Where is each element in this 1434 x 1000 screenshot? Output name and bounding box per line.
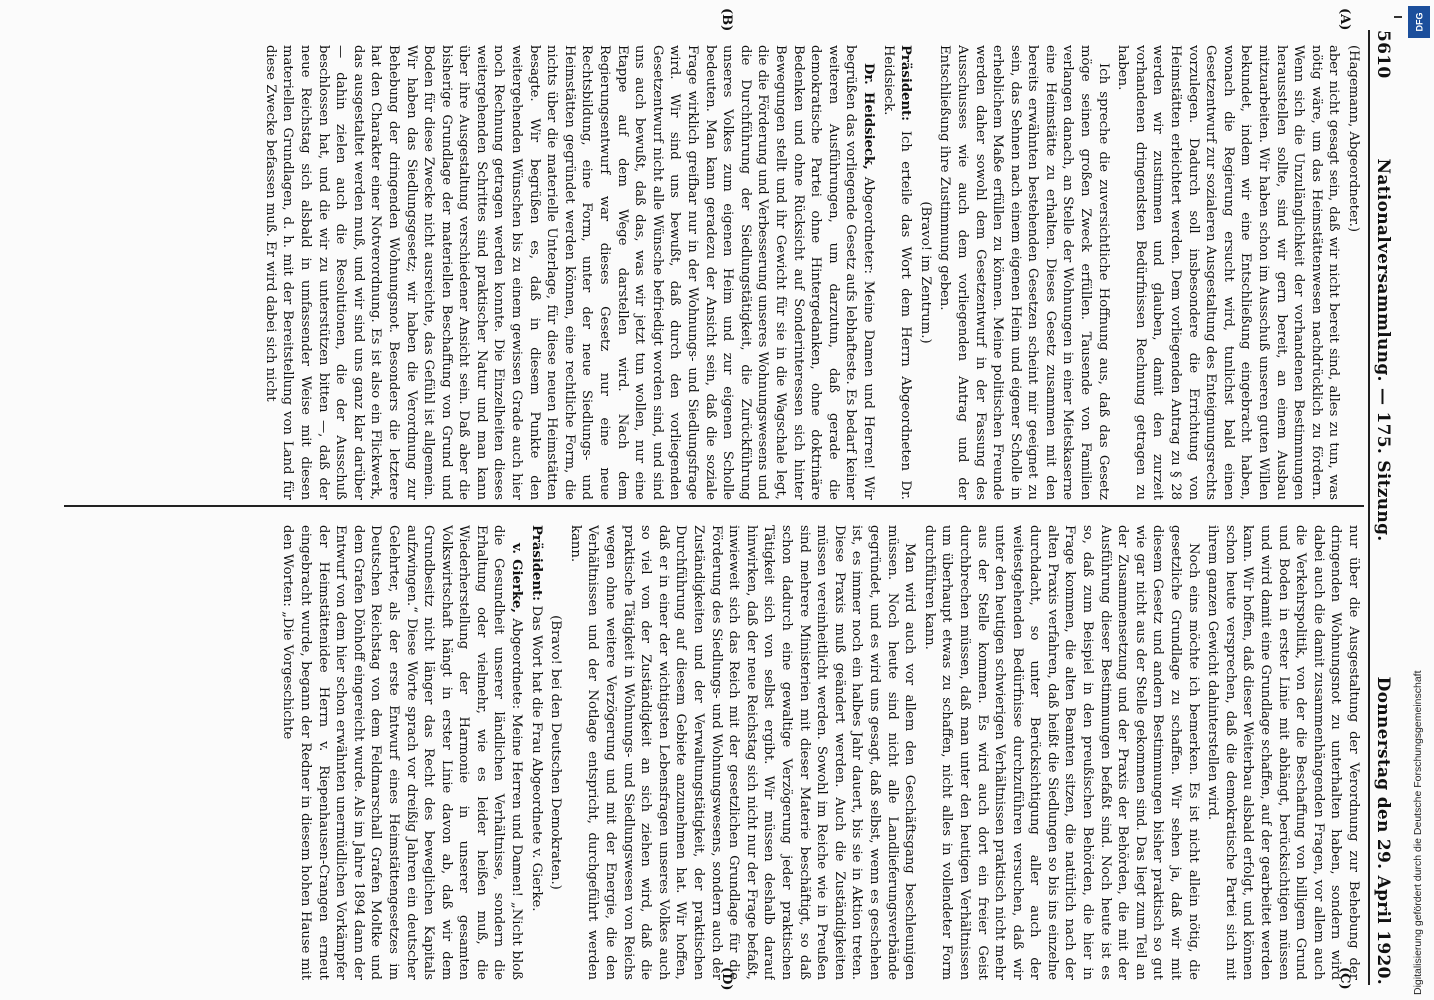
paragraph <box>1204 525 1362 980</box>
paragraph-text: (Hagemann, Abgeordneter.) <box>1346 45 1361 232</box>
speaker-name: v. Gierke, <box>509 543 525 619</box>
paragraph <box>566 525 918 980</box>
credit-text: Digitalisierung gefördert durch die Deutsche Forschungsgemeinschaft <box>1412 670 1424 995</box>
header-left <box>1370 30 1393 541</box>
margin-mark-d: (D) <box>719 967 734 991</box>
dfg-logo: DFG <box>1408 6 1430 38</box>
paragraph-text: nur über die Ausgestaltung der Verordnung zur Behebung der dringenden Wohnungsnot zu unterhalten haben, sondern wird dabei auch die damit zusammenhängenden Fragen, vor allem auch die Verkehrspolitik, von der die Beschaffung von billigem Grund und Boden in erster Linie mit abhängt, berücksichtigen müssen und wird damit eine Grundlage schaffen, auf der gearbeitet werden kann. Wir hoffen, daß dieser Weiterbau alsbald erfolgt, und können schon heute versprechen, daß die demokratische Partei sich mit ihrem ganzen Gewicht dahinterstellen wird. <box>1205 525 1361 980</box>
paragraph-text: Noch eins möchte ich bemerken. Es ist nicht allein nötig, die gesetzliche Grundlage zu schaffen. Wir sehen ja, daß wir mit diesem Gesetz und andern Bestimmungen bisher praktisch so gut wie gar nicht aus der Stelle gekommen sind. Das liegt zum Teil an der Zusammensetzung und der Praxis der Behörden, die mit der Ausführung dieser Bestimmungen befaßt sind. Noch heute ist es so, daß zum Beispiel in den preußischen Behörden, die hier in Frage kommen, die alten Beamten sitzen, die natürlich nach der alten Praxis verfahren, daß heißt die Siedlungen so bis ins einzelne durchdacht, so unter Berücksichtigung aller auch der weitestgehenden Bedürfnisse durchzuführen versuchen, daß wir unter den heutigen schwierigen Verhältnissen praktisch nicht mehr aus der Stelle kommen. Es wird auch dort ein freier Geist durchbrechen müssen, daß man unter den heutigen Verhältnissen um überhaupt etwas zu schaffen, nicht alles in vollendeter Form durchführen kann. <box>921 525 1201 980</box>
paragraph <box>879 45 914 500</box>
paragraph-text: Abgeordneter: Meine Damen und Herren! Wir begrüßen das vorliegende Gesetz aufs lebhafteste. Es bedarf keiner weiteren Ausführungen, um darzutun, daß gerade die demokratische Partei ohne Hintergedanken, ohne doktrinäre Bedenken und ohne Rücksicht auf Sonderinteressen sich hinter Bewegungen stellt und ihr Gewicht für sie in die Wagschale legt, die die Förderung und Verbesserung unseres Wohnungswesens und die Durchführung der Siedlungstätigkeit, die Zurückführung unseres Volkes zum eigenen Heim und zur eigenen Scholle bedeuten. Man kann geradezu der Ansicht sein, daß die soziale Frage wirklich greifbar nur in der Wohnungs- und Siedlungsfrage wird. Wir sind uns bewußt, daß durch den vorliegenden Gesetzentwurf nicht alle Wünsche befriedigt worden sind, und sind uns auch bewußt, daß das, was wir jetzt tun wollen, nur eine Etappe auf dem Wege darstellen wird. Nach dem Regierungsentwurf war dieses Gesetz nur eine neue Rechtsbildung, eine Form, unter der neue Siedlungs- und Heimstätten gegründet werden können, eine rechtliche Form, die nichts über die materielle Unterlage, für diese neuen Heimstätten besagte. Wir begrüßen es, daß in diesem Punkte den weitergehenden Wünschen bis zu einem gewissen Grade auch hier noch Rechnung getragen werden konnte. Die Einzelheiten dieses weitergehenden Schrittes sind praktischer Natur und man kann über ihre Ausgestaltung verschiedener Ansicht sein. Daß aber die bisherige Grundlage der materiellen Beschaffung von Grund und Boden für diese Zwecke nicht ausreichte, das Gefühl ist allgemein. Wir haben das Siedlungsgesetz; wir haben die Verordnung zur Behebung der dringenden Wohnungsnot. Besonders die letztere hat den Charakter einer Notverordnung. Es ist also ein Flickwerk, das ausgestaltet werden muß, und wir sind uns ganz klar darüber — dahin zielen auch die Resolutionen, die der Ausschuß beschlossen hat, und die wir zu unterstützen bitten —, daß der neue Reichstag sich alsbald in umfassender Weise mit diesen materiellen Grundlagen, d. h. mit der Bereitstellung von Land für diese Zwecke befassen muß. Er wird dabei sich nicht <box>262 45 876 500</box>
paragraph-text: Ich erteile das Wort dem Herrn Abgeordneten Dr. Heidsieck. <box>880 45 914 500</box>
paragraph <box>1344 45 1362 500</box>
paragraph <box>527 525 545 980</box>
speaker-name: Dr. Heidsieck, <box>860 63 876 177</box>
paragraph-text: Das Wort hat die Frau Abgeordnete v. Gierke. <box>528 605 544 912</box>
digitization-credit <box>1400 0 1430 1000</box>
paragraph-text: (Bravo! bei den Deutschen Demokraten.) <box>548 615 564 890</box>
margin-mark-a: (A) <box>1337 8 1352 31</box>
paragraph-text: aber nicht gesagt sein, daß wir nicht bereit sind, alles zu tun, was nötig wäre, um das Heimstättenwesen nachdrücklich zu fördern. Wenn sich die Unzulänglichkeit der vorhandenen Bestimmungen herausstellen sollte, sind wir gern bereit, an einem Ausbau mitzuarbeiten. Wir haben schon im Ausschuß unseren guten Willen bekundet, indem wir eine Entschließung eingebracht haben, wonach die Regierung ersucht wird, tunlichst bald einen Gesetzentwurf zur sozialeren Ausgestaltung des Enteignungsrechts vorzulegen. Dadurch soll insbesondere die Errichtung von Heimstätten erleichtert werden. Dem vorliegenden Antrag zu § 28 werden wir zustimmen und glauben, damit den zurzeit vorhandenen dringendsten Bedürfnissen Rechnung getragen zu haben. <box>1115 45 1342 500</box>
speaker-name: Präsident: <box>528 525 544 606</box>
speaker-name: Präsident: <box>898 45 914 131</box>
paragraph-text: Man wird auch vor allem den Geschäftsgang beschleunigen müssen. Noch heute sind nicht alle Landlieferungsverbände gegründet, und es wird uns gesagt, daß selbst, wenn es geschehen ist, es immer noch ein halbes Jahr dauert, bis sie in Aktion treten. Diese Praxis muß geändert werden. Auch die Zuständigkeiten müssen vereinheitlicht werden. Sowohl im Reiche wie in Preußen sind mehrere Ministerien mit dieser Materie beschäftigt, so daß schon dadurch eine gewaltige Verzögerung jeder praktischen Tätigkeit sich von selbst ergibt. Wir müssen deshalb darauf hinwirken, daß der neue Reichstag sich nicht nur der Frage befaßt, inwieweit sich das Reich mit der gesetzlichen Grundlage für die Förderung des Siedlungs- und Wohnungswesens, sondern auch der Zuständigkeiten und der Verwaltungstätigkeit, der praktischen Durchführung auf diesem Gebiete anzunehmen hat. Wir hoffen, daß er in einer der wichtigsten Lebensfragen unseres Volkes auch so viel von der Zuständigkeit an sich ziehen wird, daß die praktische Tätigkeit in Wohnungs- und Siedlungswesen von Reichs wegen ohne weitere Verzögerung und mit der Energie, die den Verhältnissen und der Notlage entspricht, durchgeführt werden kann. <box>567 525 918 980</box>
page-content <box>54 0 1434 1000</box>
assembly-title: Nationalversammlung. — 175. Sitzung. <box>1373 158 1393 542</box>
paragraph <box>916 45 934 500</box>
paragraph <box>547 525 565 980</box>
paragraph-text: (Bravo! im Zentrum.) <box>917 201 933 344</box>
paragraph-text: Abgeordnete: Meine Herren und Damen! „Nicht bloß die Gesundheit unserer ländlichen Verhältnisse, sondern die Erhaltung oder vielmehr, wie es leider heißen muß, die Wiederherstellung der Harmonie in unserer gesamten Volkswirtschaft hängt in erster Linie davon ab, daß wir dem Grundbesitz nicht länger das Recht des beweglichen Kapitals aufzwingen.“ Diese Worte sprach vor dreißig Jahren ein deutscher Gelehrter, als der erste Entwurf eines Heimstättengesetzes im Deutschen Reichstag von dem Feldmarschall Grafen Moltke und dem Grafen Dönhoff eingereicht wurde. Als im Jahre 1894 dann der Entwurf von dem hier schon erwähnten unermüdlichen Vorkämpfer der Heimstättenidee Herrn v. Riepenhausen-Crangen erneut eingebracht wurde, begann der Redner in diesem hohen Hause mit den Worten: „Die Vorgeschichte <box>280 525 525 980</box>
paragraph <box>261 45 877 500</box>
paragraph-text: Ich spreche die zuversichtliche Hoffnung aus, daß das Gesetz möge seinen großen Zweck erfüllen. Tausende von Familien verlangen danach, an Stelle der Wohnungen in einer Mietskaserne eine Heimstätte zu erhalten. Dieses Gesetz zusammen mit den bereits erwähnten bestehenden Gesetzen scheint mir geeignet zu sein, das Sehnen nach einem eigenen Heim und eigener Scholle in erheblichem Maße erfüllen zu können. Meine politischen Freunde werden daher sowohl dem Gesetzentwurf in der Fassung des Ausschusses wie auch dem vorliegenden Antrag und der Entschließung ihre Zustimmung geben. <box>937 45 1111 500</box>
column-divider <box>64 505 1364 507</box>
session-date: Donnerstag den 29. April 1920. <box>1373 676 1393 985</box>
paragraph <box>920 525 1202 980</box>
paragraph <box>936 45 1112 500</box>
page-number: 5610 <box>1373 30 1393 79</box>
page-header <box>1368 30 1404 985</box>
margin-mark-b: (B) <box>719 8 734 32</box>
right-column <box>62 525 1362 980</box>
left-column <box>62 45 1362 500</box>
paragraph <box>1114 45 1343 500</box>
paragraph <box>279 525 525 980</box>
margin-mark-c: (C) <box>1337 967 1352 990</box>
